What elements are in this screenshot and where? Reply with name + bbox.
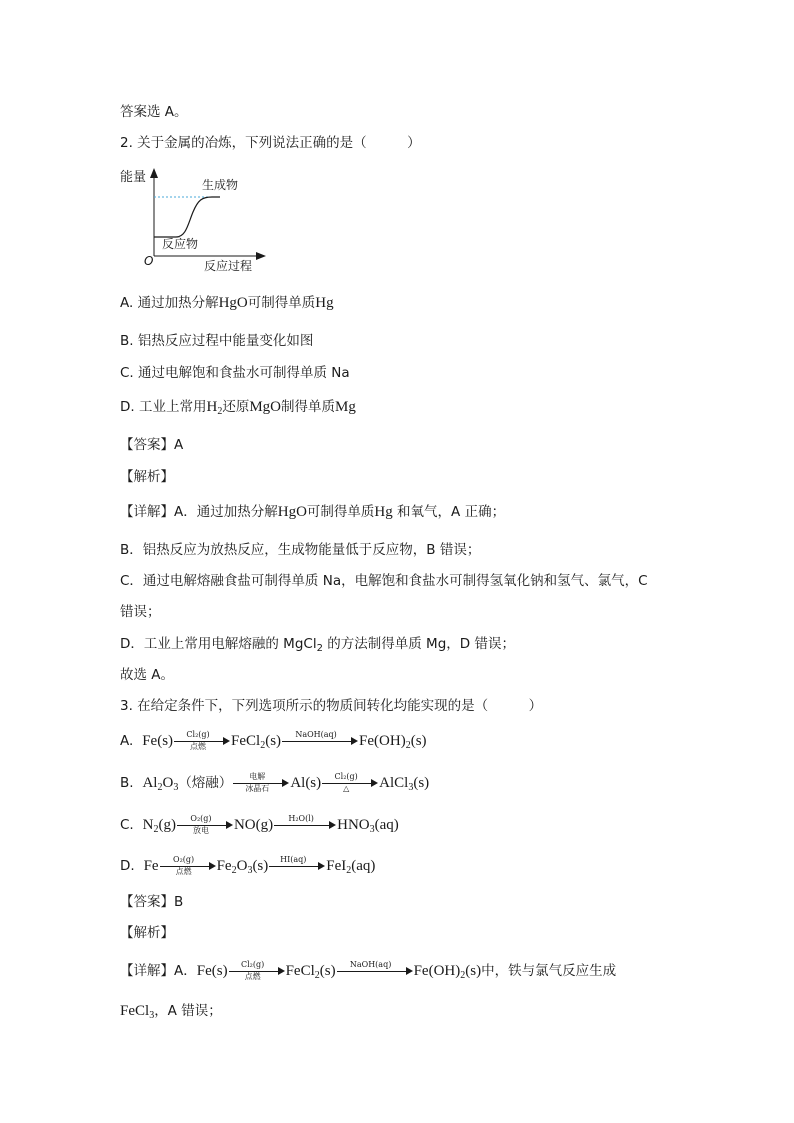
q2-option-b: B. 铝热反应过程中能量变化如图: [120, 333, 314, 349]
q2-answer: 【答案】A: [120, 437, 184, 453]
reaction-arrow: O₂(g) 点燃: [160, 855, 216, 877]
q2-explain-c-line1: C．通过电解熔融食盐可制得单质 Na，电解饱和食盐水可制得氢氧化钠和氢气、氯气，C: [120, 573, 648, 589]
reactant-label: 反应物: [162, 237, 199, 251]
q2-explain-a: 【详解】A．通过加热分解HgO可制得单质Hg 和氧气，A 正确；: [120, 504, 506, 520]
reaction-arrow: NaOH(aq): [337, 960, 413, 982]
q3-option-c: C. $N_2(g)$ O₂(g) 放电 NO(g) H₂O(l) $HNO_3(aq)$: [120, 814, 399, 835]
energy-axis-label: 能量: [120, 170, 147, 185]
q2-explain-d: D．工业上常用电解熔融的 MgCl$_2$ 的方法制得单质 Mg，D 错误；: [120, 636, 515, 654]
product-label: 生成物: [202, 178, 239, 192]
reaction-arrow: Cl₂(g) 点燃: [174, 730, 230, 752]
energy-curve: [154, 197, 220, 237]
q2-conclusion: 故选 A。: [120, 667, 175, 683]
q2-explain-b: B．铝热反应为放热反应，生成物能量低于反应物，B 错误；: [120, 542, 481, 558]
origin-label: O: [144, 254, 154, 268]
reaction-arrow: 电解 冰晶石: [233, 772, 289, 794]
q3-option-a: A. Fe(s) Cl₂(g) 点燃 FeCl$_2$(s) NaOH(aq) $Fe(OH)_2(s)$: [120, 730, 427, 751]
x-axis-arrowhead: [256, 252, 266, 260]
y-axis-arrowhead: [150, 168, 158, 178]
q3-analysis-title: 【解析】: [120, 925, 174, 941]
q2-analysis-title: 【解析】: [120, 469, 174, 485]
reaction-arrow: NaOH(aq): [282, 730, 358, 752]
energy-diagram: [118, 164, 278, 274]
q2-option-c: C. 通过电解饱和食盐水可制得单质 Na: [120, 365, 350, 381]
q3-answer: 【答案】B: [120, 894, 184, 910]
q3-option-d: D. Fe O₂(g) 点燃 $Fe_2O_3(s)$ HI(aq) FeI$_2$(aq): [120, 855, 376, 876]
previous-answer-line: 答案选 A。: [120, 104, 188, 120]
q2-option-d: D. 工业上常用$H_2$还原MgO制得单质Mg: [120, 399, 356, 417]
reaction-arrow: Cl₂(g) △: [322, 772, 378, 794]
reaction-arrow: O₂(g) 放电: [177, 814, 233, 836]
reaction-arrow: Cl₂(g) 点燃: [229, 960, 285, 982]
reaction-arrow: HI(aq): [269, 855, 325, 877]
reaction-progress-label: 反应过程: [204, 259, 253, 273]
q3-explain-a-continued: FeCl$_3$，A 错误；: [120, 1003, 222, 1021]
reaction-arrow: H₂O(l): [274, 814, 336, 836]
q3-option-b: B. $Al_2O_3$（熔融） 电解 冰晶石 Al(s) Cl₂(g) △ AlCl$_3$(s): [120, 772, 430, 793]
question-3-stem: 3. 在给定条件下，下列选项所示的物质间转化均能实现的是（ ）: [120, 698, 543, 714]
question-2-stem: 2. 关于金属的冶炼，下列说法正确的是（ ）: [120, 135, 421, 151]
q2-option-a: A. 通过加热分解HgO可制得单质Hg: [120, 295, 334, 311]
q2-explain-c-line2: 错误；: [120, 604, 161, 620]
q3-explain-a: 【详解】A．Fe(s) Cl₂(g) 点燃 FeCl$_2$(s) NaOH(aq) $Fe(OH)_2(s)$中，铁与氯气反应生成: [120, 960, 617, 981]
